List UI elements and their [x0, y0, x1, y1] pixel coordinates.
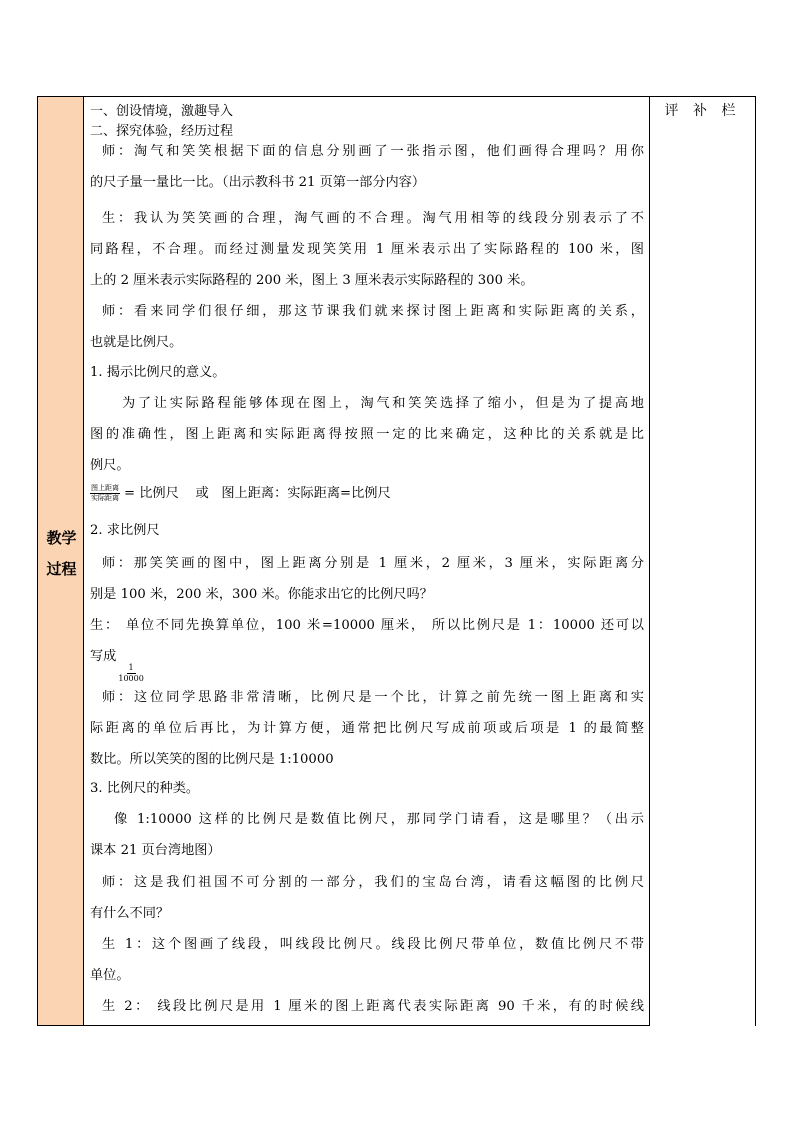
paragraph-line: 数比。所以笑笑的图的比例尺是 1:10000 [90, 752, 334, 767]
remarks-column [649, 96, 756, 1026]
formula-fraction: $\frac{\text{图上距离}}{\text{实际距离}}$ [91, 484, 119, 502]
paragraph-line: 单位。 [90, 968, 130, 983]
section-heading: 一、创设情境，激趣导入 [90, 104, 234, 119]
paragraph-line: 生：我认为笑笑画的合理，淘气画的不合理。淘气用相等的线段分别表示了不 [102, 211, 644, 226]
paragraph-line: 生 2： 线段比例尺是用 1 厘米的图上距离代表实际距离 90 千米，有的时候线 [102, 999, 644, 1014]
paragraph-line: 师：淘气和笑笑根据下面的信息分别画了一张指示图，他们画得合理吗？用你 [102, 144, 644, 159]
paragraph-line: 为了让实际路程能够体现在图上，淘气和笑笑选择了缩小，但是为了提高地 [122, 396, 644, 411]
paragraph-line: 写成 $\frac{1}{10000}$ [90, 649, 144, 683]
paragraph-line: 例尺。 [90, 458, 130, 473]
subheading: 2. 求比例尺 [90, 523, 160, 538]
paragraph-line: 像 1:10000 这样的比例尺是数值比例尺，那同学门请看，这是哪里？（出示 [114, 812, 644, 827]
paragraph-line: 同路程，不合理。而经过测量发现笑笑用 1 厘米表示出了实际路程的 100 米，图 [90, 242, 644, 257]
paragraph-line: 生： 单位不同先换算单位，100 米=10000 厘米， 所以比例尺是 1：10000 还可以 [90, 618, 644, 633]
left-label-column [37, 96, 84, 1026]
paragraph-line: 的尺子量一量比一比。（出示教科书 21 页第一部分内容） [90, 175, 426, 190]
section-heading: 二、探究体验，经历过程 [90, 124, 234, 139]
paragraph-line: 师：这是我们祖国不可分割的一部分，我们的宝岛台湾，请看这幅图的比例尺 [102, 875, 644, 890]
lesson-table [37, 96, 756, 1026]
paragraph-line: 师：那笑笑画的图中，图上距离分别是 1 厘米，2 厘米，3 厘米，实际距离分 [102, 556, 644, 571]
paragraph-line: 课本 21 页台湾地图） [90, 843, 221, 858]
paragraph-line: 也就是比例尺。 [90, 335, 183, 350]
paragraph-line: 际距离的单位后再比，为计算方便，通常把比例尺写成前项或后项是 1 的最简整 [90, 721, 644, 736]
paragraph-line: 师：看来同学们很仔细，那这节课我们就来探讨图上距离和实际距离的关系， [102, 304, 644, 319]
remarks-heading: 评 补 栏 [664, 103, 741, 119]
paragraph-line: 有什么不同？ [90, 906, 170, 921]
subheading: 1. 揭示比例尺的意义。 [90, 365, 226, 380]
paragraph-line: 生 1：这个图画了线段，叫线段比例尺。线段比例尺带单位，数值比例尺不带 [102, 937, 644, 952]
paragraph-line: 图的准确性，图上距离和实际距离得按照一定的比来确定，这种比的关系就是比 [90, 427, 644, 442]
paragraph-line: 别是 100 米，200 米，300 米。你能求出它的比例尺吗？ [90, 587, 433, 602]
paragraph-line: 师：这位同学思路非常清晰，比例尺是一个比，计算之前先统一图上距离和实 [102, 690, 644, 705]
formula-line: $\frac{\text{图上距离}}{\text{实际距离}}$ = 比例尺 或 图上距离：实际距离=比例尺 [91, 484, 391, 502]
teaching-process-label: 教学 过程 [46, 529, 77, 578]
paragraph-line: 上的 2 厘米表示实际路程的 200 米，图上 3 厘米表示实际路程的 300 米。 [90, 273, 534, 288]
subheading: 3. 比例尺的种类。 [90, 781, 200, 796]
ratio-fraction: $\frac{1}{10000}$ [118, 663, 144, 683]
